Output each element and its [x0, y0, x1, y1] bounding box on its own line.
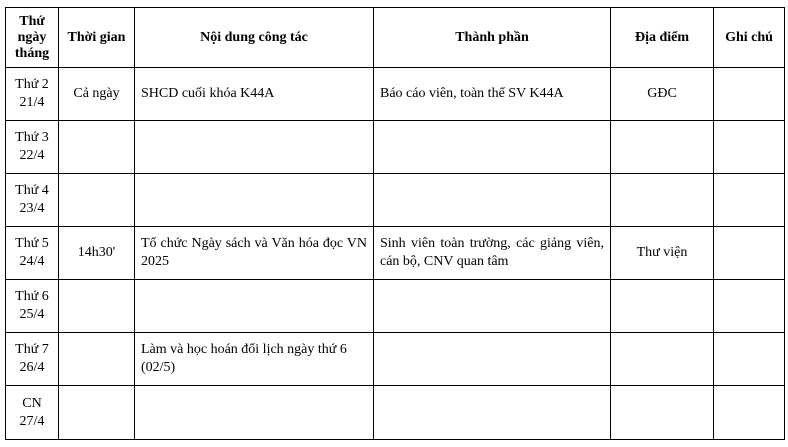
notes-cell [714, 174, 785, 227]
header-notes: Ghi chú [714, 8, 785, 68]
header-time: Thời gian [59, 8, 135, 68]
content-cell [135, 174, 374, 227]
time-cell: 14h30' [59, 227, 135, 280]
header-participants: Thành phần [374, 8, 611, 68]
time-cell [59, 121, 135, 174]
location-cell: Thư viện [611, 227, 714, 280]
participants-cell [374, 174, 611, 227]
content-cell [135, 121, 374, 174]
time-cell [59, 333, 135, 386]
content-cell: SHCD cuối khóa K44A [135, 68, 374, 121]
location-cell [611, 121, 714, 174]
participants-cell [374, 333, 611, 386]
weekday-label: CN [22, 395, 42, 411]
day-cell [6, 227, 59, 280]
date-label: 26/4 [19, 360, 45, 375]
work-schedule-table [5, 7, 785, 440]
participants-cell [374, 386, 611, 440]
table-row [6, 68, 785, 121]
table-row [6, 227, 785, 280]
weekday-label: Thứ 3 [15, 130, 49, 145]
location-cell: GĐC [611, 68, 714, 121]
content-cell [135, 386, 374, 440]
location-cell [611, 174, 714, 227]
header-day [6, 8, 59, 68]
date-label: 21/4 [19, 95, 45, 110]
table-header-row [6, 8, 785, 68]
header-day-line-3: tháng [14, 45, 50, 61]
day-cell [6, 68, 59, 121]
table-row [6, 386, 785, 440]
content-cell: Làm và học hoán đổi lịch ngày thứ 6 (02/5) [135, 333, 374, 386]
content-cell: Tổ chức Ngày sách và Văn hóa đọc VN 2025 [135, 227, 374, 280]
date-label: 22/4 [19, 148, 45, 163]
header-day-line-2: ngày [17, 29, 47, 45]
location-cell [611, 280, 714, 333]
date-label: 27/4 [19, 413, 45, 429]
participants-cell: Báo cáo viên, toàn thể SV K44A [374, 68, 611, 121]
date-label: 24/4 [19, 254, 45, 269]
weekday-label: Thứ 2 [15, 77, 49, 92]
notes-cell [714, 386, 785, 440]
weekday-label: Thứ 6 [15, 289, 49, 304]
day-cell [6, 280, 59, 333]
notes-cell [714, 68, 785, 121]
table-row [6, 121, 785, 174]
participants-cell: Sinh viên toàn trường, các giảng viên, cán bộ, CNV quan tâm [374, 227, 611, 280]
notes-cell [714, 227, 785, 280]
time-cell [59, 386, 135, 440]
header-content: Nội dung công tác [135, 8, 374, 68]
date-label: 25/4 [19, 307, 45, 322]
header-day-line-1: Thứ [19, 13, 45, 29]
table-row [6, 280, 785, 333]
date-label: 23/4 [19, 201, 45, 216]
weekday-label: Thứ 4 [15, 183, 49, 198]
participants-cell [374, 121, 611, 174]
day-cell [6, 333, 59, 386]
notes-cell [714, 280, 785, 333]
time-cell: Cả ngày [59, 68, 135, 121]
weekday-label: Thứ 7 [15, 342, 49, 357]
location-cell [611, 386, 714, 440]
notes-cell [714, 333, 785, 386]
day-cell [6, 121, 59, 174]
table-row [6, 333, 785, 386]
weekday-label: Thứ 5 [15, 236, 49, 251]
day-cell [6, 386, 59, 440]
header-location: Địa điểm [611, 8, 714, 68]
table-row [6, 174, 785, 227]
notes-cell [714, 121, 785, 174]
participants-cell [374, 280, 611, 333]
time-cell [59, 280, 135, 333]
time-cell [59, 174, 135, 227]
content-cell [135, 280, 374, 333]
location-cell [611, 333, 714, 386]
day-cell [6, 174, 59, 227]
